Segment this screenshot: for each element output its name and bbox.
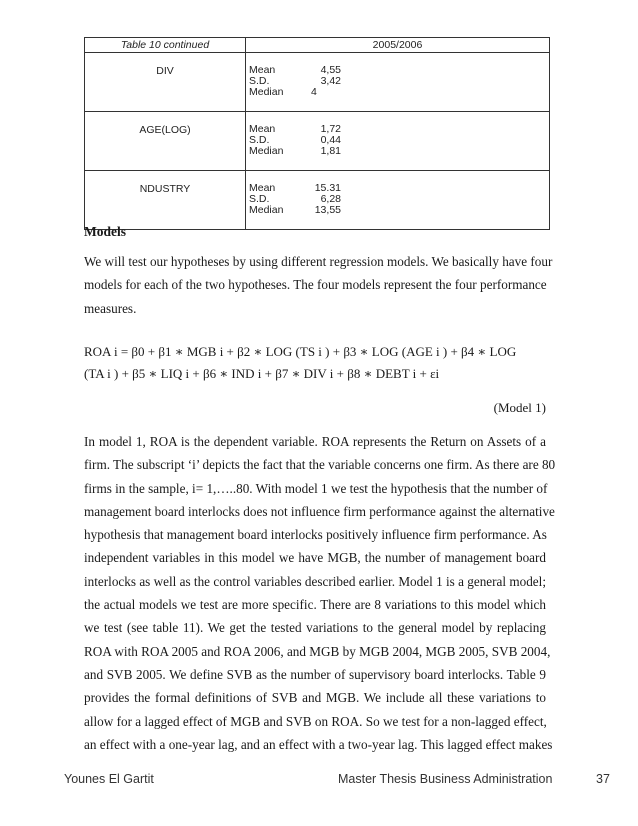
stat-value: 3,42: [320, 75, 341, 87]
stat-label: Median: [249, 204, 284, 216]
variable-name: AGE(LOG): [85, 112, 246, 171]
statistics-table: [84, 37, 550, 230]
section-heading: Models: [84, 224, 126, 239]
text-line: We will test our hypotheses by using different regression models. We basically have four: [84, 254, 553, 269]
stat-label: S.D.: [249, 193, 270, 205]
text-line: the actual models we test are more specific. There are 8 variations to this model which: [84, 597, 546, 613]
stat-label: S.D.: [249, 75, 270, 87]
page-number: 37: [596, 772, 610, 786]
intro-paragraph: [84, 250, 553, 320]
table-caption: Table 10 continued: [85, 38, 246, 53]
text-line: models for each of the two hypotheses. The four models represent the four performance: [84, 277, 547, 293]
model-label: (Model 1): [493, 400, 546, 415]
body-paragraph: [84, 430, 556, 756]
stat-label: Median: [249, 86, 284, 98]
table-row: [85, 171, 550, 230]
text-line: hypothesis that management board interlocks positively influence firm performance. As: [84, 527, 547, 543]
stat-value: 0,44: [320, 134, 341, 146]
text-line: provides the formal definitions of SVB and MGB. We include all these variations to: [84, 690, 546, 706]
variable-stats: [246, 171, 550, 230]
regression-equation-line-1: ROA i = β0 + β1 ∗ MGB i + β2 ∗ LOG (TS i ) + β3 ∗ LOG (AGE i ) + β4 ∗ LOG: [84, 344, 517, 359]
stat-label: S.D.: [249, 134, 270, 146]
table-period-header: 2005/2006: [246, 38, 550, 53]
text-line: measures.: [84, 300, 137, 316]
stat-value: 1,72: [320, 123, 341, 135]
text-line: management board interlocks does not influence firm performance against the alternative: [84, 503, 555, 519]
variable-name: NDUSTRY: [85, 171, 246, 230]
footer-author: Younes El Gartit: [64, 772, 154, 786]
stat-value: 4,55: [320, 64, 341, 76]
stat-value: 1,81: [320, 145, 341, 157]
table-row: [85, 53, 550, 112]
text-line: ROA with ROA 2005 and ROA 2006, and MGB by MGB 2004, MGB 2005, SVB 2004,: [84, 643, 551, 659]
variable-name: DIV: [85, 53, 246, 112]
stat-value: 13,55: [314, 204, 341, 216]
footer-title: Master Thesis Business Administration: [338, 772, 553, 786]
variable-stats: [246, 53, 550, 112]
table-row: [85, 112, 550, 171]
stat-label: Median: [249, 145, 284, 157]
text-line: In model 1, ROA is the dependent variable. ROA represents the Return on Assets of a: [84, 434, 546, 449]
text-line: firm. The subscript ‘i’ depicts the fact that the variable concerns one firm. As there are 80: [84, 457, 556, 473]
text-line: allow for a lagged effect of MGB and SVB on ROA. So we test for a non-lagged effect,: [84, 713, 547, 729]
variable-stats: [246, 112, 550, 171]
text-line: interlocks as well as the control variables described earlier. Model 1 is a general model;: [84, 573, 546, 589]
stat-value: 4: [311, 86, 317, 98]
stat-label: Mean: [249, 182, 276, 194]
stat-label: Mean: [249, 123, 276, 135]
text-line: an effect with a one-year lag, and an effect with a two-year lag. This lagged effect makes: [84, 736, 553, 752]
stat-value: 6,28: [320, 193, 341, 205]
regression-equation-line-2: (TA i ) + β5 ∗ LIQ i + β6 ∗ IND i + β7 ∗ DIV i + β8 ∗ DEBT i + εi: [84, 366, 440, 381]
stat-label: Mean: [249, 64, 276, 76]
text-line: independent variables in this model we have MGB, the number of management board: [84, 550, 546, 566]
text-line: and SVB 2005. We define SVB as the number of supervisory board interlocks. Table 9: [84, 666, 546, 682]
text-line: firms in the sample, i= 1,…..80. With model 1 we test the hypothesis that the number of: [84, 480, 548, 496]
stat-value: 15.31: [314, 182, 341, 194]
text-line: we test (see table 11). We get the tested variations to the general model by replacing: [84, 620, 546, 636]
